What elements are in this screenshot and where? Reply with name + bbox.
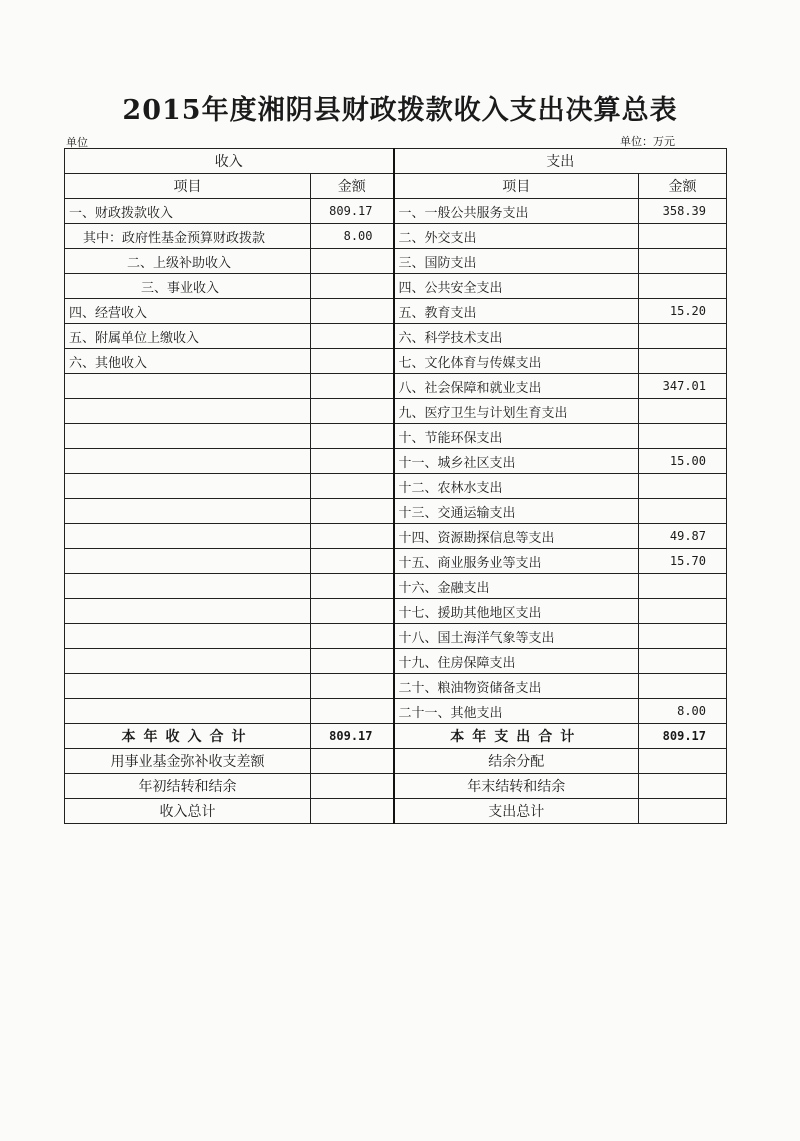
income-amount-cell [311, 299, 394, 324]
income-amount-header: 金额 [311, 174, 394, 199]
expense-item-cell: 十、节能环保支出 [394, 424, 639, 449]
expense-item-cell: 十四、资源勘探信息等支出 [394, 524, 639, 549]
income-item-cell: 一、财政拨款收入 [65, 199, 311, 224]
footer-income-amount [311, 774, 394, 799]
footer-row [65, 774, 727, 799]
expense-item-cell: 二十一、其他支出 [394, 699, 639, 724]
table-row [65, 449, 727, 474]
table-row [65, 624, 727, 649]
table-row [65, 599, 727, 624]
footer-expense-label: 年末结转和结余 [394, 774, 639, 799]
expense-amount-cell: 15.20 [639, 299, 727, 324]
expense-amount-cell [639, 249, 727, 274]
income-amount-cell [311, 274, 394, 299]
expense-item-cell: 十三、交通运输支出 [394, 499, 639, 524]
expense-amount-cell [639, 674, 727, 699]
income-item-cell [65, 674, 311, 699]
expense-amount-cell [639, 624, 727, 649]
expense-item-cell: 九、医疗卫生与计划生育支出 [394, 399, 639, 424]
expense-amount-cell: 15.70 [639, 549, 727, 574]
expense-amount-cell: 347.01 [639, 374, 727, 399]
income-item-cell [65, 649, 311, 674]
expense-item-cell: 十九、住房保障支出 [394, 649, 639, 674]
income-amount-cell [311, 474, 394, 499]
table-row [65, 274, 727, 299]
table-row [65, 524, 727, 549]
expense-amount-cell [639, 599, 727, 624]
expense-amount-cell [639, 224, 727, 249]
income-amount-cell [311, 574, 394, 599]
income-item-cell [65, 499, 311, 524]
income-amount-cell: 809.17 [311, 199, 394, 224]
expense-total-amount: 809.17 [639, 724, 727, 749]
income-section-header: 收入 [65, 149, 394, 174]
income-amount-cell [311, 624, 394, 649]
income-total-label: 本年收入合计 [65, 724, 311, 749]
income-amount-cell [311, 249, 394, 274]
table-row [65, 249, 727, 274]
table-row [65, 699, 727, 724]
footer-row [65, 799, 727, 824]
table-row [65, 499, 727, 524]
expense-amount-cell: 15.00 [639, 449, 727, 474]
expense-item-cell: 十二、农林水支出 [394, 474, 639, 499]
footer-expense-label: 支出总计 [394, 799, 639, 824]
budget-table [64, 148, 727, 824]
expense-amount-cell [639, 324, 727, 349]
expense-item-cell: 十五、商业服务业等支出 [394, 549, 639, 574]
footer-expense-amount [639, 774, 727, 799]
section-header-row [65, 149, 727, 174]
income-item-cell [65, 599, 311, 624]
income-item-cell [65, 474, 311, 499]
income-item-cell: 五、附属单位上缴收入 [65, 324, 311, 349]
table-row [65, 549, 727, 574]
table-row [65, 224, 727, 249]
income-total-amount: 809.17 [311, 724, 394, 749]
table-row [65, 324, 727, 349]
footer-expense-label: 结余分配 [394, 749, 639, 774]
income-item-cell: 六、其他收入 [65, 349, 311, 374]
income-item-cell: 其中：政府性基金预算财政拨款 [65, 224, 311, 249]
income-amount-cell [311, 449, 394, 474]
footer-income-amount [311, 799, 394, 824]
income-item-cell [65, 449, 311, 474]
unit-label-right: 单位：万元 [620, 135, 675, 148]
expense-item-cell: 一、一般公共服务支出 [394, 199, 639, 224]
expense-item-cell: 七、文化体育与传媒支出 [394, 349, 639, 374]
income-item-cell: 四、经营收入 [65, 299, 311, 324]
expense-section-header: 支出 [394, 149, 727, 174]
expense-amount-cell [639, 274, 727, 299]
expense-item-cell: 十七、援助其他地区支出 [394, 599, 639, 624]
table-row [65, 574, 727, 599]
expense-item-header: 项目 [394, 174, 639, 199]
unit-label-left: 单位 [66, 136, 88, 149]
expense-amount-cell [639, 574, 727, 599]
table-row [65, 649, 727, 674]
income-amount-cell [311, 524, 394, 549]
expense-amount-cell [639, 424, 727, 449]
expense-item-cell: 十一、城乡社区支出 [394, 449, 639, 474]
expense-item-cell: 五、教育支出 [394, 299, 639, 324]
expense-item-cell: 八、社会保障和就业支出 [394, 374, 639, 399]
table-row [65, 674, 727, 699]
income-item-header: 项目 [65, 174, 311, 199]
footer-expense-amount [639, 749, 727, 774]
income-amount-cell [311, 699, 394, 724]
income-amount-cell: 8.00 [311, 224, 394, 249]
table-row [65, 424, 727, 449]
income-item-cell [65, 374, 311, 399]
expense-amount-cell: 358.39 [639, 199, 727, 224]
income-amount-cell [311, 599, 394, 624]
table-row [65, 199, 727, 224]
income-amount-cell [311, 649, 394, 674]
expense-item-cell: 十八、国土海洋气象等支出 [394, 624, 639, 649]
footer-income-amount [311, 749, 394, 774]
page-title: 2015年度湘阴县财政拨款收入支出决算总表 [122, 95, 678, 126]
expense-item-cell: 三、国防支出 [394, 249, 639, 274]
column-header-row [65, 174, 727, 199]
income-amount-cell [311, 374, 394, 399]
expense-item-cell: 十六、金融支出 [394, 574, 639, 599]
totals-row [65, 724, 727, 749]
expense-amount-cell [639, 649, 727, 674]
footer-expense-amount [639, 799, 727, 824]
footer-row [65, 749, 727, 774]
expense-amount-cell [639, 399, 727, 424]
expense-item-cell: 二、外交支出 [394, 224, 639, 249]
table-row [65, 349, 727, 374]
income-amount-cell [311, 399, 394, 424]
expense-amount-cell [639, 474, 727, 499]
expense-total-label: 本年支出合计 [394, 724, 639, 749]
income-amount-cell [311, 674, 394, 699]
income-item-cell [65, 524, 311, 549]
expense-item-cell: 六、科学技术支出 [394, 324, 639, 349]
table-row [65, 474, 727, 499]
income-amount-cell [311, 549, 394, 574]
footer-income-label: 收入总计 [65, 799, 311, 824]
expense-amount-cell [639, 499, 727, 524]
footer-income-label: 用事业基金弥补收支差额 [65, 749, 311, 774]
footer-income-label: 年初结转和结余 [65, 774, 311, 799]
income-item-cell [65, 424, 311, 449]
income-amount-cell [311, 499, 394, 524]
table-row [65, 299, 727, 324]
table-row [65, 374, 727, 399]
income-item-cell: 二、上级补助收入 [65, 249, 311, 274]
expense-amount-header: 金额 [639, 174, 727, 199]
income-amount-cell [311, 324, 394, 349]
expense-item-cell: 四、公共安全支出 [394, 274, 639, 299]
income-item-cell: 三、事业收入 [65, 274, 311, 299]
expense-amount-cell: 8.00 [639, 699, 727, 724]
income-item-cell [65, 549, 311, 574]
income-item-cell [65, 574, 311, 599]
expense-item-cell: 二十、粮油物资储备支出 [394, 674, 639, 699]
income-item-cell [65, 699, 311, 724]
income-amount-cell [311, 424, 394, 449]
table-row [65, 399, 727, 424]
income-item-cell [65, 399, 311, 424]
expense-amount-cell [639, 349, 727, 374]
income-amount-cell [311, 349, 394, 374]
expense-amount-cell: 49.87 [639, 524, 727, 549]
income-item-cell [65, 624, 311, 649]
